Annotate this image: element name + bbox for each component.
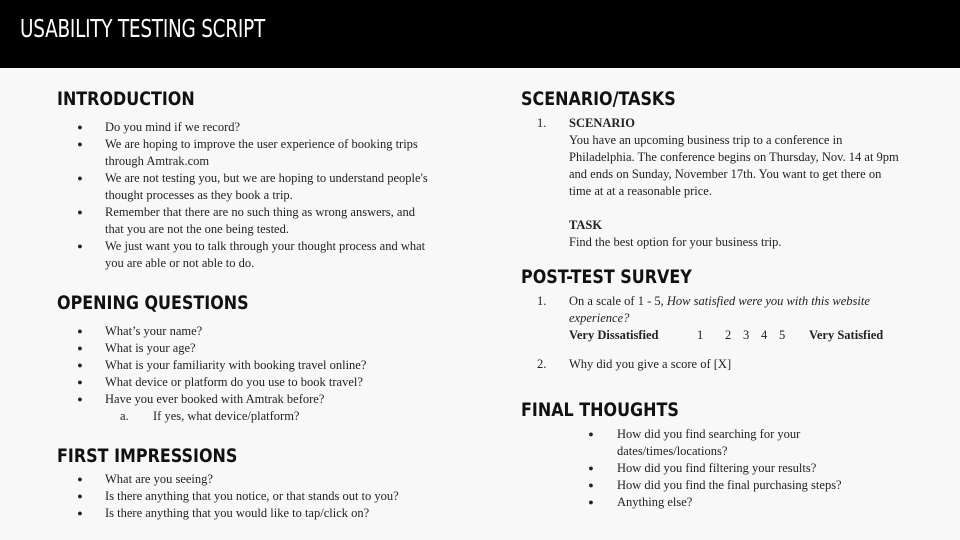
list-item-text: What’s your name?	[105, 324, 203, 338]
bullet-icon: ●	[77, 122, 83, 132]
list-item-text: through Amtrak.com	[105, 154, 210, 168]
scale-number: 4	[761, 328, 768, 342]
list-item	[586, 426, 916, 460]
list-item-text: Anything else?	[617, 495, 693, 509]
sub-item-text: If yes, what device/platform?	[153, 409, 300, 423]
scenario-tasks-heading: SCENARIO/TASKS	[521, 88, 676, 110]
list-item-text: thought processes as they book a trip.	[105, 188, 293, 202]
bullet-icon: ●	[77, 207, 83, 217]
scenario-line: You have an upcoming business trip to a conference in	[569, 133, 843, 147]
question-2-marker: 2.	[537, 357, 547, 371]
list-item	[586, 477, 916, 494]
scenario-heading: SCENARIO	[569, 116, 635, 130]
list-item-text: Remember that there are no such thing as wrong answers, and	[105, 205, 415, 219]
scale-number: 2	[725, 328, 732, 342]
list-item-text: What device or platform do you use to book travel?	[105, 375, 363, 389]
bullet-icon: ●	[588, 429, 594, 439]
scenario-line: time at at a reasonable price.	[569, 184, 712, 198]
list-item-text: We are hoping to improve the user experience of booking trips	[105, 137, 418, 151]
bullet-icon: ●	[77, 343, 83, 353]
list-item	[586, 494, 916, 511]
task-heading: TASK	[569, 218, 603, 232]
scenario-line: Philadelphia. The conference begins on Thursday, Nov. 14 at 9pm	[569, 150, 899, 164]
list-item-text: How did you find searching for your	[617, 427, 801, 441]
list-item	[75, 391, 475, 408]
list-item	[75, 170, 475, 204]
bullet-icon: ●	[77, 394, 83, 404]
scale-number: 3	[743, 328, 750, 342]
bullet-icon: ●	[77, 474, 83, 484]
list-item	[75, 374, 475, 391]
list-item-text: Do you mind if we record?	[105, 120, 241, 134]
list-item-text: How did you find filtering your results?	[617, 461, 817, 475]
final-thoughts-list	[586, 426, 916, 511]
list-item-text: dates/times/locations?	[617, 444, 728, 458]
list-item	[75, 238, 475, 272]
bullet-icon: ●	[77, 326, 83, 336]
scale-low-label: Very Dissatisfied	[569, 328, 659, 342]
scenario-marker: 1.	[537, 116, 547, 130]
question-1-marker: 1.	[537, 294, 547, 308]
bullet-icon: ●	[588, 480, 594, 490]
list-item-text: How did you find the final purchasing steps?	[617, 478, 842, 492]
scenario-line: and ends on Sunday, November 17th. You want to get there on	[569, 167, 882, 181]
first-impressions-list	[75, 471, 475, 522]
survey-question-1	[537, 293, 937, 327]
first-impressions-heading: FIRST IMPRESSIONS	[57, 445, 238, 467]
introduction-list	[75, 119, 475, 272]
opening-questions-heading: OPENING QUESTIONS	[57, 292, 249, 314]
task-text: Find the best option for your business trip.	[569, 235, 782, 249]
bullet-icon: ●	[588, 463, 594, 473]
bullet-icon: ●	[77, 173, 83, 183]
bullet-icon: ●	[77, 139, 83, 149]
list-item	[75, 119, 475, 136]
list-item	[75, 323, 475, 340]
survey-question-2	[537, 356, 937, 373]
opening-questions-list	[75, 323, 475, 408]
list-item	[75, 204, 475, 238]
scenario-block	[537, 115, 937, 251]
opening-sub-item	[120, 408, 420, 425]
list-item-text: Have you ever booked with Amtrak before?	[105, 392, 325, 406]
bullet-icon: ●	[77, 491, 83, 501]
list-item-text: What is your age?	[105, 341, 196, 355]
scale-number: 1	[697, 328, 704, 342]
question-1-prefix: On a scale of 1 - 5,	[569, 294, 667, 308]
scale-number: 5	[779, 328, 786, 342]
question-1-italic-continued: experience?	[569, 311, 630, 325]
list-item-text: We just want you to talk through your thought process and what	[105, 239, 426, 253]
sub-item-marker: a.	[120, 409, 129, 423]
list-item	[75, 471, 475, 488]
list-item	[75, 340, 475, 357]
bullet-icon: ●	[588, 497, 594, 507]
list-item-text: that you are not the one being tested.	[105, 222, 289, 236]
list-item	[75, 505, 475, 522]
list-item-text: What is your familiarity with booking travel online?	[105, 358, 367, 372]
list-item	[75, 136, 475, 170]
list-item-text: We are not testing you, but we are hoping to understand people's	[105, 171, 428, 185]
list-item-text: Is there anything that you would like to tap/click on?	[105, 506, 370, 520]
introduction-heading: INTRODUCTION	[57, 88, 195, 110]
final-thoughts-heading: FINAL THOUGHTS	[521, 399, 679, 421]
list-item-text: you are able or not able to do.	[105, 256, 255, 270]
bullet-icon: ●	[77, 241, 83, 251]
question-1-italic: How satisfied were you with this website	[666, 294, 870, 308]
question-2-text: Why did you give a score of [X]	[569, 357, 732, 371]
list-item	[75, 357, 475, 374]
bullet-icon: ●	[77, 360, 83, 370]
list-item	[586, 460, 916, 477]
document-title: USABILITY TESTING SCRIPT	[20, 14, 265, 43]
scale-high-label: Very Satisfied	[809, 328, 884, 342]
bullet-icon: ●	[77, 377, 83, 387]
bullet-icon: ●	[77, 508, 83, 518]
list-item-text: Is there anything that you notice, or that stands out to you?	[105, 489, 399, 503]
post-test-survey-heading: POST-TEST SURVEY	[521, 266, 692, 288]
title-bar	[0, 0, 960, 68]
list-item	[75, 488, 475, 505]
list-item-text: What are you seeing?	[105, 472, 213, 486]
satisfaction-scale	[569, 327, 929, 344]
